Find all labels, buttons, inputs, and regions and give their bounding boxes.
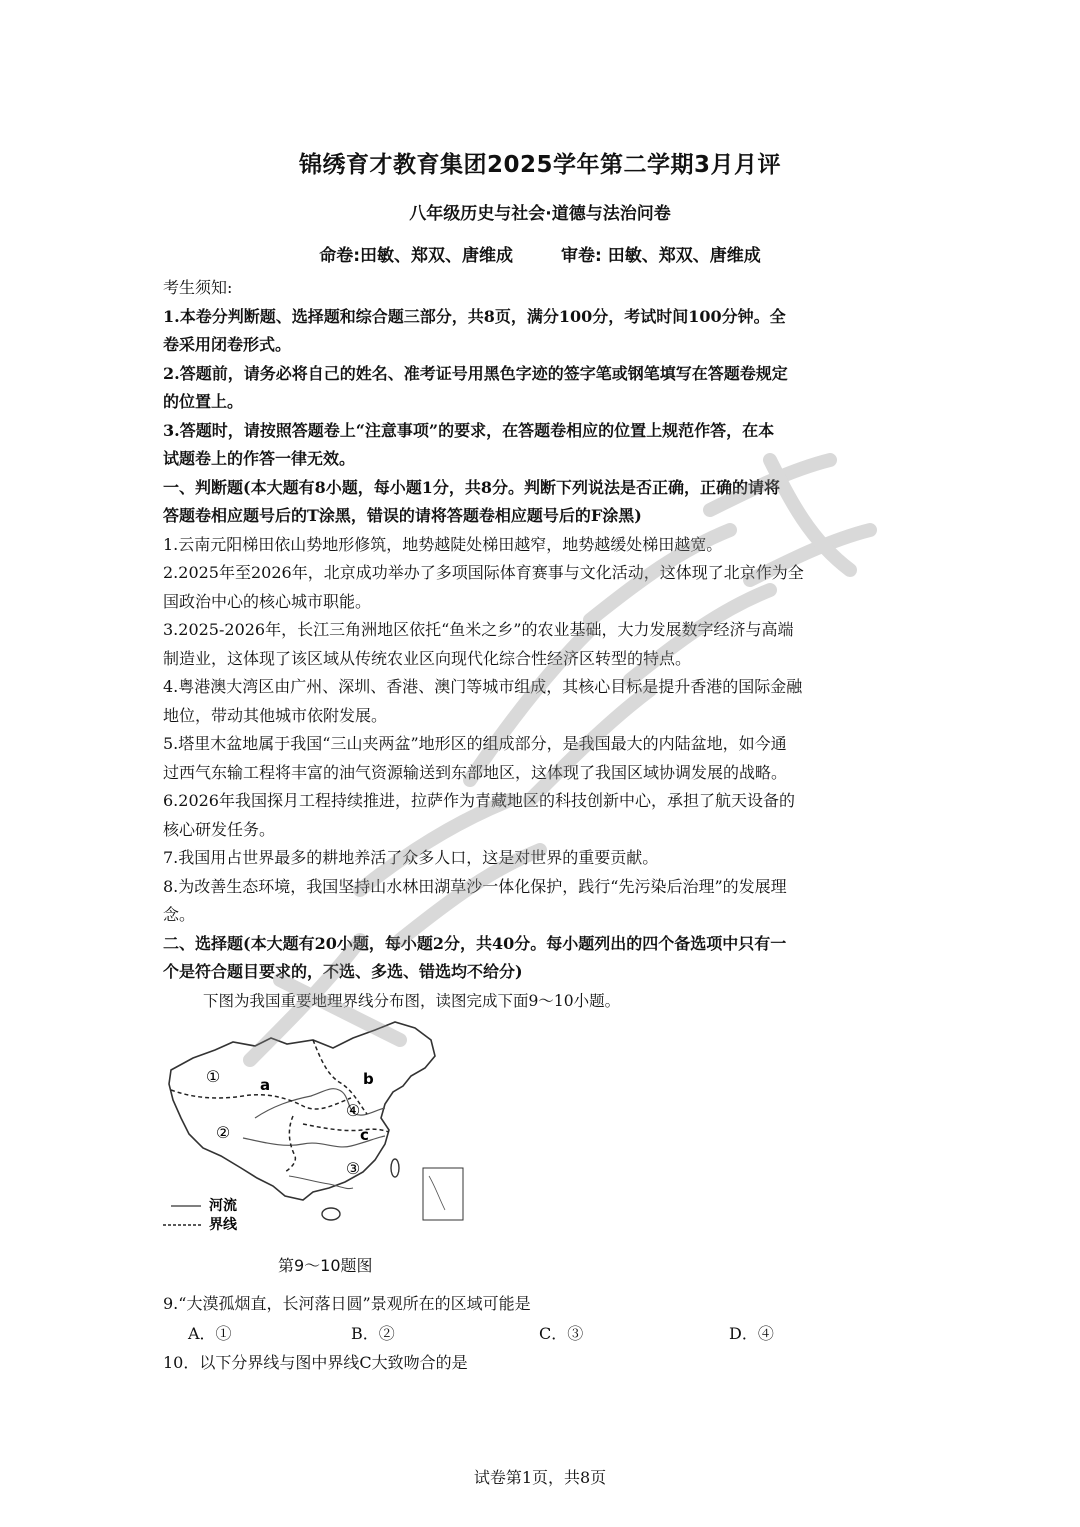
region-label-2: ② [215, 1123, 231, 1142]
south-sea-inset [423, 1168, 463, 1220]
exam-body [163, 274, 923, 1015]
legend-boundary-label: 界线 [209, 1217, 237, 1233]
question-10: 10．以下分界线与图中界线C大致吻合的是 [163, 1352, 468, 1372]
question-line: 核心研发任务。 [163, 819, 276, 839]
hainan-island [322, 1208, 340, 1220]
question-line: 念。 [163, 905, 196, 924]
section2-intro: 下图为我国重要地理界线分布图，读图完成下面9～10小题。 [203, 991, 621, 1010]
question-line: 3.2025-2026年，长江三角洲地区依托“鱼米之乡”的农业基础，大力发展数字经济与高端 [163, 620, 794, 639]
notice-line: 的位置上。 [163, 392, 244, 411]
question-line: 5.塔里木盆地属于我国“三山夹两盆”地形区的组成部分，是我国最大的内陆盆地，如今通 [163, 734, 787, 753]
option-b: B．② [351, 1323, 395, 1343]
question-line: 过西气东输工程将丰富的油气资源输送到东部地区，这体现了我国区域协调发展的战略。 [163, 762, 788, 782]
question-9: 9.“大漠孤烟直，长河落日圆”景观所在的区域可能是 [163, 1294, 531, 1313]
page-title: 锦绣育才教育集团2025学年第二学期3月月评 [298, 152, 782, 178]
notice-heading: 考生须知: [163, 278, 233, 297]
question-line: 8.为改善生态环境，我国坚持山水林田湖草沙一体化保护，践行“先污染后治理”的发展理 [163, 876, 787, 896]
option-d: D．④ [729, 1323, 774, 1343]
region-label-4: ④ [345, 1101, 361, 1120]
boundary-line-west [285, 1116, 295, 1172]
notice-line: 1.本卷分判断题、选择题和综合题三部分，共8页，满分100分，考试时间100分钟。全 [163, 306, 786, 326]
line-label-c: c [360, 1126, 369, 1144]
line-label-a: a [260, 1076, 271, 1094]
question-line: 6.2026年我国探月工程持续推进，拉萨作为青藏地区的科技创新中心，承担了航天设备的 [163, 791, 795, 810]
inset-coast [429, 1176, 445, 1210]
china-boundary-map [163, 1020, 483, 1250]
page-footer: 试卷第1页，共8页 [473, 1468, 607, 1487]
authors-line [0, 241, 1080, 266]
section1-heading: 一、判断题(本大题有8小题，每小题1分，共8分。判断下列说法是否正确，正确的请将 [163, 477, 780, 497]
question-line: 制造业，这体现了该区域从传统农业区向现代化综合性经济区转型的特点。 [163, 648, 692, 668]
option-c: C．③ [539, 1323, 584, 1343]
map-caption: 第9～10题图 [278, 1256, 373, 1275]
region-label-3: ③ [345, 1159, 361, 1178]
question-9-options [163, 1319, 923, 1349]
section2-heading: 个是符合题目要求的，不选、多选、错选均不给分) [163, 962, 523, 981]
authors-writer: 命卷:田敏、郑双、唐维成 [319, 246, 514, 266]
notice-line: 卷采用闭卷形式。 [163, 335, 292, 354]
authors-reviewer: 审卷: 田敏、郑双、唐维成 [561, 246, 761, 266]
country-outline [169, 1022, 435, 1200]
region-label-1: ① [205, 1067, 221, 1086]
line-label-b: b [363, 1070, 374, 1088]
notice-line: 3.答题时，请按照答题卷上“注意事项”的要求，在答题卷相应的位置上规范作答，在本 [163, 420, 775, 440]
yellow-river [255, 1089, 385, 1118]
question-line: 国政治中心的核心城市职能。 [163, 591, 372, 611]
section1-heading: 答题卷相应题号后的T涂黑，错误的请将答题卷相应题号后的F涂黑) [163, 506, 642, 525]
question-line: 7.我国用占世界最多的耕地养活了众多人口，这是对世界的重要贡献。 [163, 848, 659, 867]
page-subtitle: 八年级历史与社会·道德与法治问卷 [409, 204, 671, 224]
question-line: 4.粤港澳大湾区由广州、深圳、香港、澳门等城市组成，其核心目标是提升香港的国际金融 [163, 677, 803, 696]
boundary-line-c [303, 1124, 389, 1132]
notice-line: 试题卷上的作答一律无效。 [163, 449, 356, 468]
option-a: A．① [188, 1323, 232, 1343]
notice-line: 2.答题前，请务必将自己的姓名、准考证号用黑色字迹的签字笔或钢笔填写在答题卷规定 [163, 363, 788, 383]
section2-heading: 二、选择题(本大题有20小题，每小题2分，共40分。每小题列出的四个备选项中只有一 [163, 933, 787, 953]
choice-questions [163, 1290, 923, 1377]
taiwan-island [391, 1159, 399, 1177]
question-line: 2.2025年至2026年，北京成功举办了多项国际体育赛事与文化活动，这体现了北京作为全 [163, 563, 804, 582]
legend-river-label: 河流 [209, 1198, 237, 1214]
question-line: 地位，带动其他城市依附发展。 [163, 705, 388, 725]
question-line: 1.云南元阳梯田依山势地形修筑，地势越陡处梯田越窄，地势越缓处梯田越宽。 [163, 534, 723, 554]
